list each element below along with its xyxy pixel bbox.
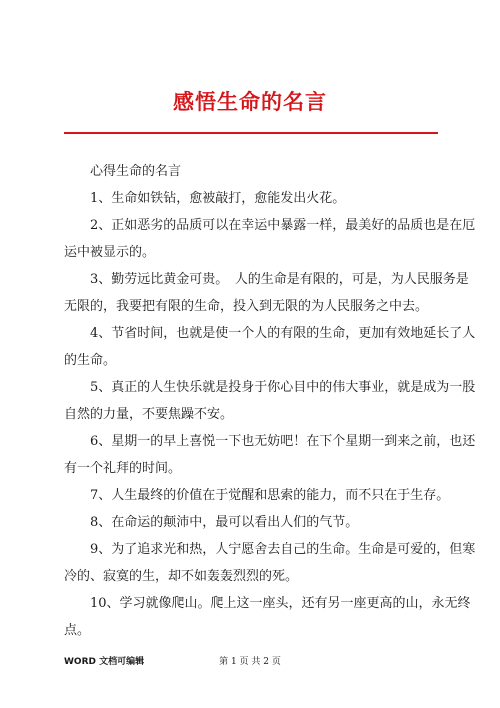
list-item [64,212,476,266]
list-item [64,320,476,374]
quote-line: 7、人生最终的价值在于觉醒和思索的能力，而不只在于生存。 [90,488,450,503]
quote-list [64,185,476,644]
quote-line-continued: 点。 [64,623,91,638]
list-item [64,536,476,590]
footer-editable-note: WORD 文档可编辑 [64,657,145,667]
list-item [64,374,476,428]
list-item [64,509,437,536]
quote-line: 2、正如恶劣的品质可以在幸运中暴露一样，最美好的品质也是在厄 [90,218,476,233]
page-title: 感悟生命的名言 [173,89,327,114]
quote-line: 8、在命运的颠沛中，最可以看出人们的气节。 [90,515,359,530]
title-divider [64,132,438,134]
document-body [64,158,476,644]
quote-line-continued: 自然的力量，不要焦躁不安。 [64,407,234,422]
quote-line-continued: 运中被显示的。 [64,245,156,260]
quote-line-continued: 无限的，我要把有限的生命，投入到无限的为人民服务之中去。 [64,299,429,314]
quote-line: 1、生命如铁钻，愈被敲打，愈能发出火花。 [90,191,346,206]
list-item [64,428,476,482]
section-subtitle: 心得生命的名言 [90,164,182,179]
quote-line: 4、节省时间，也就是使一个人的有限的生命，更加有效地延长了人 [90,326,476,341]
quote-line-continued: 冷的、寂寞的生，却不如轰轰烈烈的死。 [64,569,299,584]
quote-line: 10、学习就像爬山。爬上这一座头，还有另一座更高的山，永无终 [90,596,471,611]
list-item [64,266,469,320]
list-item [64,185,437,212]
quote-line: 5、真正的人生快乐就是投身于你心目中的伟大事业，就是成为一股 [90,380,476,395]
quote-line: 9、为了追求光和热，人宁愿舍去自己的生命。生命是可爱的，但寒 [90,542,476,557]
list-item [64,590,471,644]
quote-line-continued: 有一个礼拜的时间。 [64,461,182,476]
footer-page-number: 第 1 页 共 2 页 [219,657,281,667]
quote-line-continued: 的生命。 [64,353,117,368]
quote-line: 3、勤劳远比黄金可贵。 人的生命是有限的，可是，为人民服务是 [90,272,469,287]
list-item [64,482,450,509]
quote-line: 6、星期一的早上喜悦一下也无妨吧！在下个星期一到来之前，也还 [90,434,476,449]
